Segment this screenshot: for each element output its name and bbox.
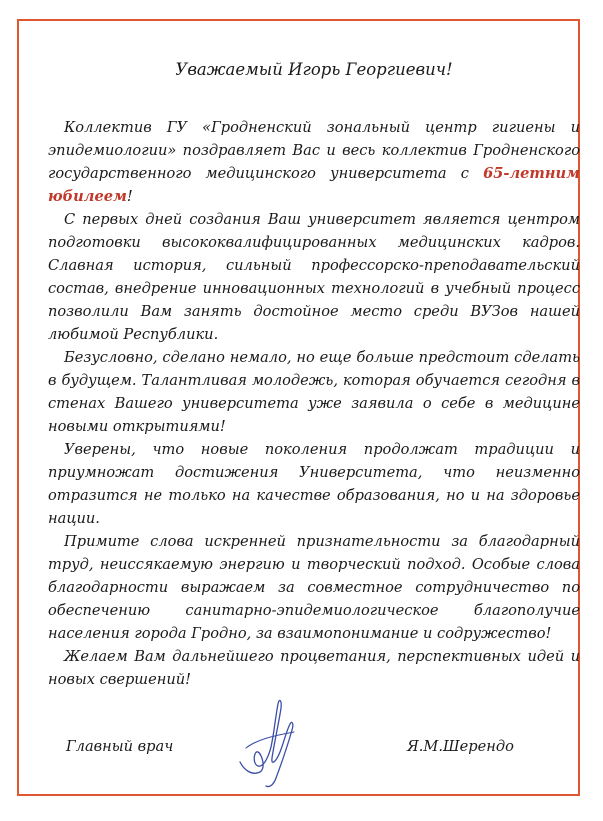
letter-body: [48, 116, 580, 691]
handwritten-signature: [232, 692, 302, 792]
paragraph-1-end: !: [126, 188, 133, 205]
paragraph-5: Примите слова искренней признательности за благодарный труд, неиссякаемую энергию и творческий подход. Особые слова благодарности выражаем за совместное сотрудничество по обеспечению санитарно-эпидемиологическое благополучие населения города Гродно, за взаимопонимание и содружество!: [48, 533, 580, 642]
letter-greeting: Уважаемый Игорь Георгиевич!: [175, 60, 453, 79]
paragraph-1: [48, 116, 580, 208]
paragraph-1-start: Коллектив ГУ «Гродненский зональный центр гигиены и эпидемиологии» поздравляет Вас и весь коллектив Гродненского государственного медицинского университета с: [48, 119, 580, 182]
signer-name: Я.М.Шерендо: [407, 738, 514, 755]
signer-role: Главный врач: [66, 738, 174, 755]
jubilee-highlight: 65-летним юбилеем: [48, 165, 580, 205]
paragraph-3: Безусловно, сделано немало, но еще больше предстоит сделать в будущем. Талантливая молодежь, которая обучается сегодня в стенах Вашего университета уже заявила о себе в медицине новыми открытиями!: [48, 349, 580, 435]
paragraph-4: Уверены, что новые поколения продолжат традиции и приумножат достижения Университета, что неизменно отразится не только на качестве образования, но и на здоровье нации.: [48, 441, 580, 527]
paragraph-6: Желаем Вам дальнейшего процветания, перспективных идей и новых свершений!: [48, 648, 580, 688]
paragraph-2: С первых дней создания Ваш университет является центром подготовки высококвалифицированных медицинских кадров. Славная история, сильный профессорско-преподавательский состав, внедрение инновационных технологий в учебный процесс позволили Вам занять достойное место среди ВУЗов нашей любимой Республики.: [48, 211, 580, 343]
